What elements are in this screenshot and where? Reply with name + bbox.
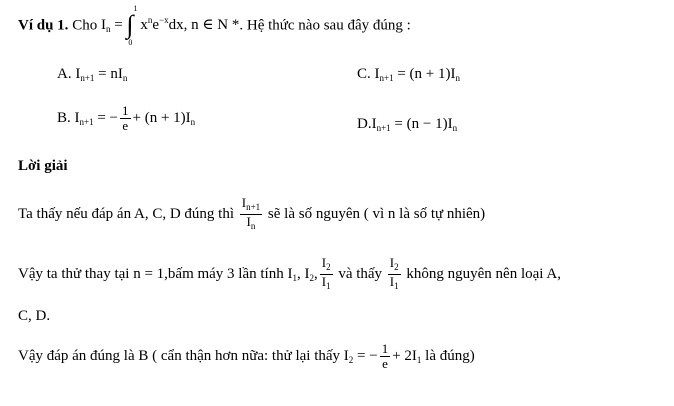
example-question: . Hệ thức nào sau đây đúng : bbox=[239, 17, 411, 34]
option-c: C. $I_{n+1} = (n + 1)I_n$ bbox=[357, 66, 460, 83]
solution-paragraph-2-cont: C, D. bbox=[18, 308, 51, 324]
solution-paragraph-2: Vậy ta thử thay tại n = 1,bấm máy 3 lần tính $I_1$, $I_2$, $\frac{I_2}{I_1}$ và thấy $\frac{I_2}{I_1}$ không nguyên nên loại A, bbox=[18, 255, 561, 291]
solution-paragraph-3: Vậy đáp án đúng là B ( cẩn thận hơn nữa: thử lại thấy $I_2$ = − $\frac{1}{e}$ + $2I_1$ là đúng) bbox=[18, 341, 475, 371]
example-label: Ví dụ 1. bbox=[18, 17, 69, 34]
ratio-fraction: $\frac{I_{n+1}}{I_n}$ bbox=[241, 195, 261, 231]
integral-formula: $I_n$ = ∫ 1 0 $x^ne^{-x}dx$, n ∈ N * bbox=[100, 4, 240, 47]
example-statement bbox=[18, 4, 411, 47]
option-d: $D.I_{n+1} = (n - 1)I_n$ bbox=[357, 116, 458, 133]
option-b: B. $I_{n+1}$ = − $\frac{1}{e}$ + $(n + 1)I_n$ bbox=[57, 103, 196, 133]
solution-heading: Lời giải bbox=[18, 158, 68, 174]
integral-sign: ∫ 1 0 bbox=[126, 4, 138, 47]
example-cho: Cho bbox=[72, 17, 98, 34]
option-a: A. $I_{n+1} = nI_n$ bbox=[57, 66, 128, 83]
solution-paragraph-1: Ta thấy nếu đáp án A, C, D đúng thì $\frac{I_{n+1}}{I_n}$ sẽ là số nguyên ( vì n là số tự nhiên) bbox=[18, 195, 486, 231]
